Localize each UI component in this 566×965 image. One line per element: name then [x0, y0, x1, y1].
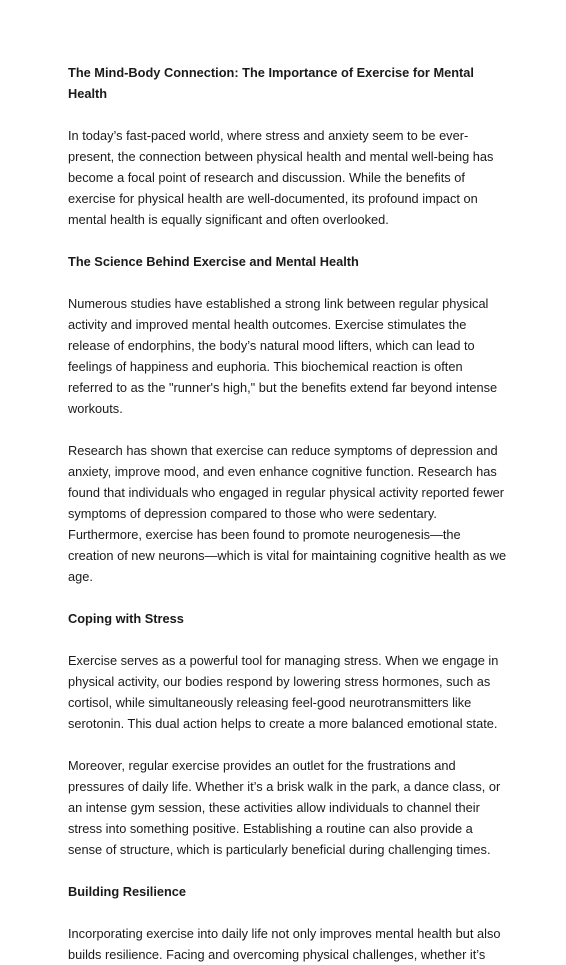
paragraph: Incorporating exercise into daily life not only improves mental health but also builds resilience. Facing and overcoming physical challenges, whether it’s [68, 926, 501, 962]
paragraph: Moreover, regular exercise provides an outlet for the frustrations and pressures of daily life. Whether it’s a brisk walk in the park, a dance class, or an intense gym session, these activities allow individuals to channel their stress into something positive. Establishing a routine can also provide a sense of structure, which is particularly beneficial during challenging times. [68, 758, 501, 857]
spacer [68, 734, 508, 755]
spacer [68, 230, 508, 251]
spacer [68, 104, 508, 125]
document-title: The Mind-Body Connection: The Importance of Exercise for Mental Health [68, 65, 474, 101]
intro-paragraph: In today’s fast-paced world, where stress and anxiety seem to be ever-present, the connection between physical health and mental well-being has become a focal point of research and discussion. While the benefits of exercise for physical health are well-documented, its profound impact on mental health is equally significant and often overlooked. [68, 128, 494, 227]
spacer [68, 587, 508, 608]
spacer [68, 272, 508, 293]
paragraph: Numerous studies have established a strong link between regular physical activity and improved mental health outcomes. Exercise stimulates the release of endorphins, the body’s natural mood lifters, which can lead to feelings of happiness and euphoria. This biochemical reaction is often referred to as the "runner's high," but the benefits extend far beyond intense workouts. [68, 296, 498, 416]
spacer [68, 902, 508, 923]
paragraph: Research has shown that exercise can reduce symptoms of depression and anxiety, improve mood, and even enhance cognitive function. Research has found that individuals who engaged in regular physical activity reported fewer symptoms of depression compared to those who were sedentary. Furthermore, exercise has been found to promote neurogenesis—the creation of new neurons—which is vital for maintaining cognitive health as we age. [68, 443, 507, 584]
spacer [68, 860, 508, 881]
section-heading-resilience: Building Resilience [68, 884, 187, 899]
document-body [68, 62, 508, 965]
spacer [68, 419, 508, 440]
section-heading-coping: Coping with Stress [68, 611, 184, 626]
spacer [68, 629, 508, 650]
paragraph: Exercise serves as a powerful tool for managing stress. When we engage in physical activity, our bodies respond by lowering stress hormones, such as cortisol, while simultaneously releasing feel-good neurotransmitters like serotonin. This dual action helps to create a more balanced emotional state. [68, 653, 499, 731]
section-heading-science: The Science Behind Exercise and Mental Health [68, 254, 359, 269]
